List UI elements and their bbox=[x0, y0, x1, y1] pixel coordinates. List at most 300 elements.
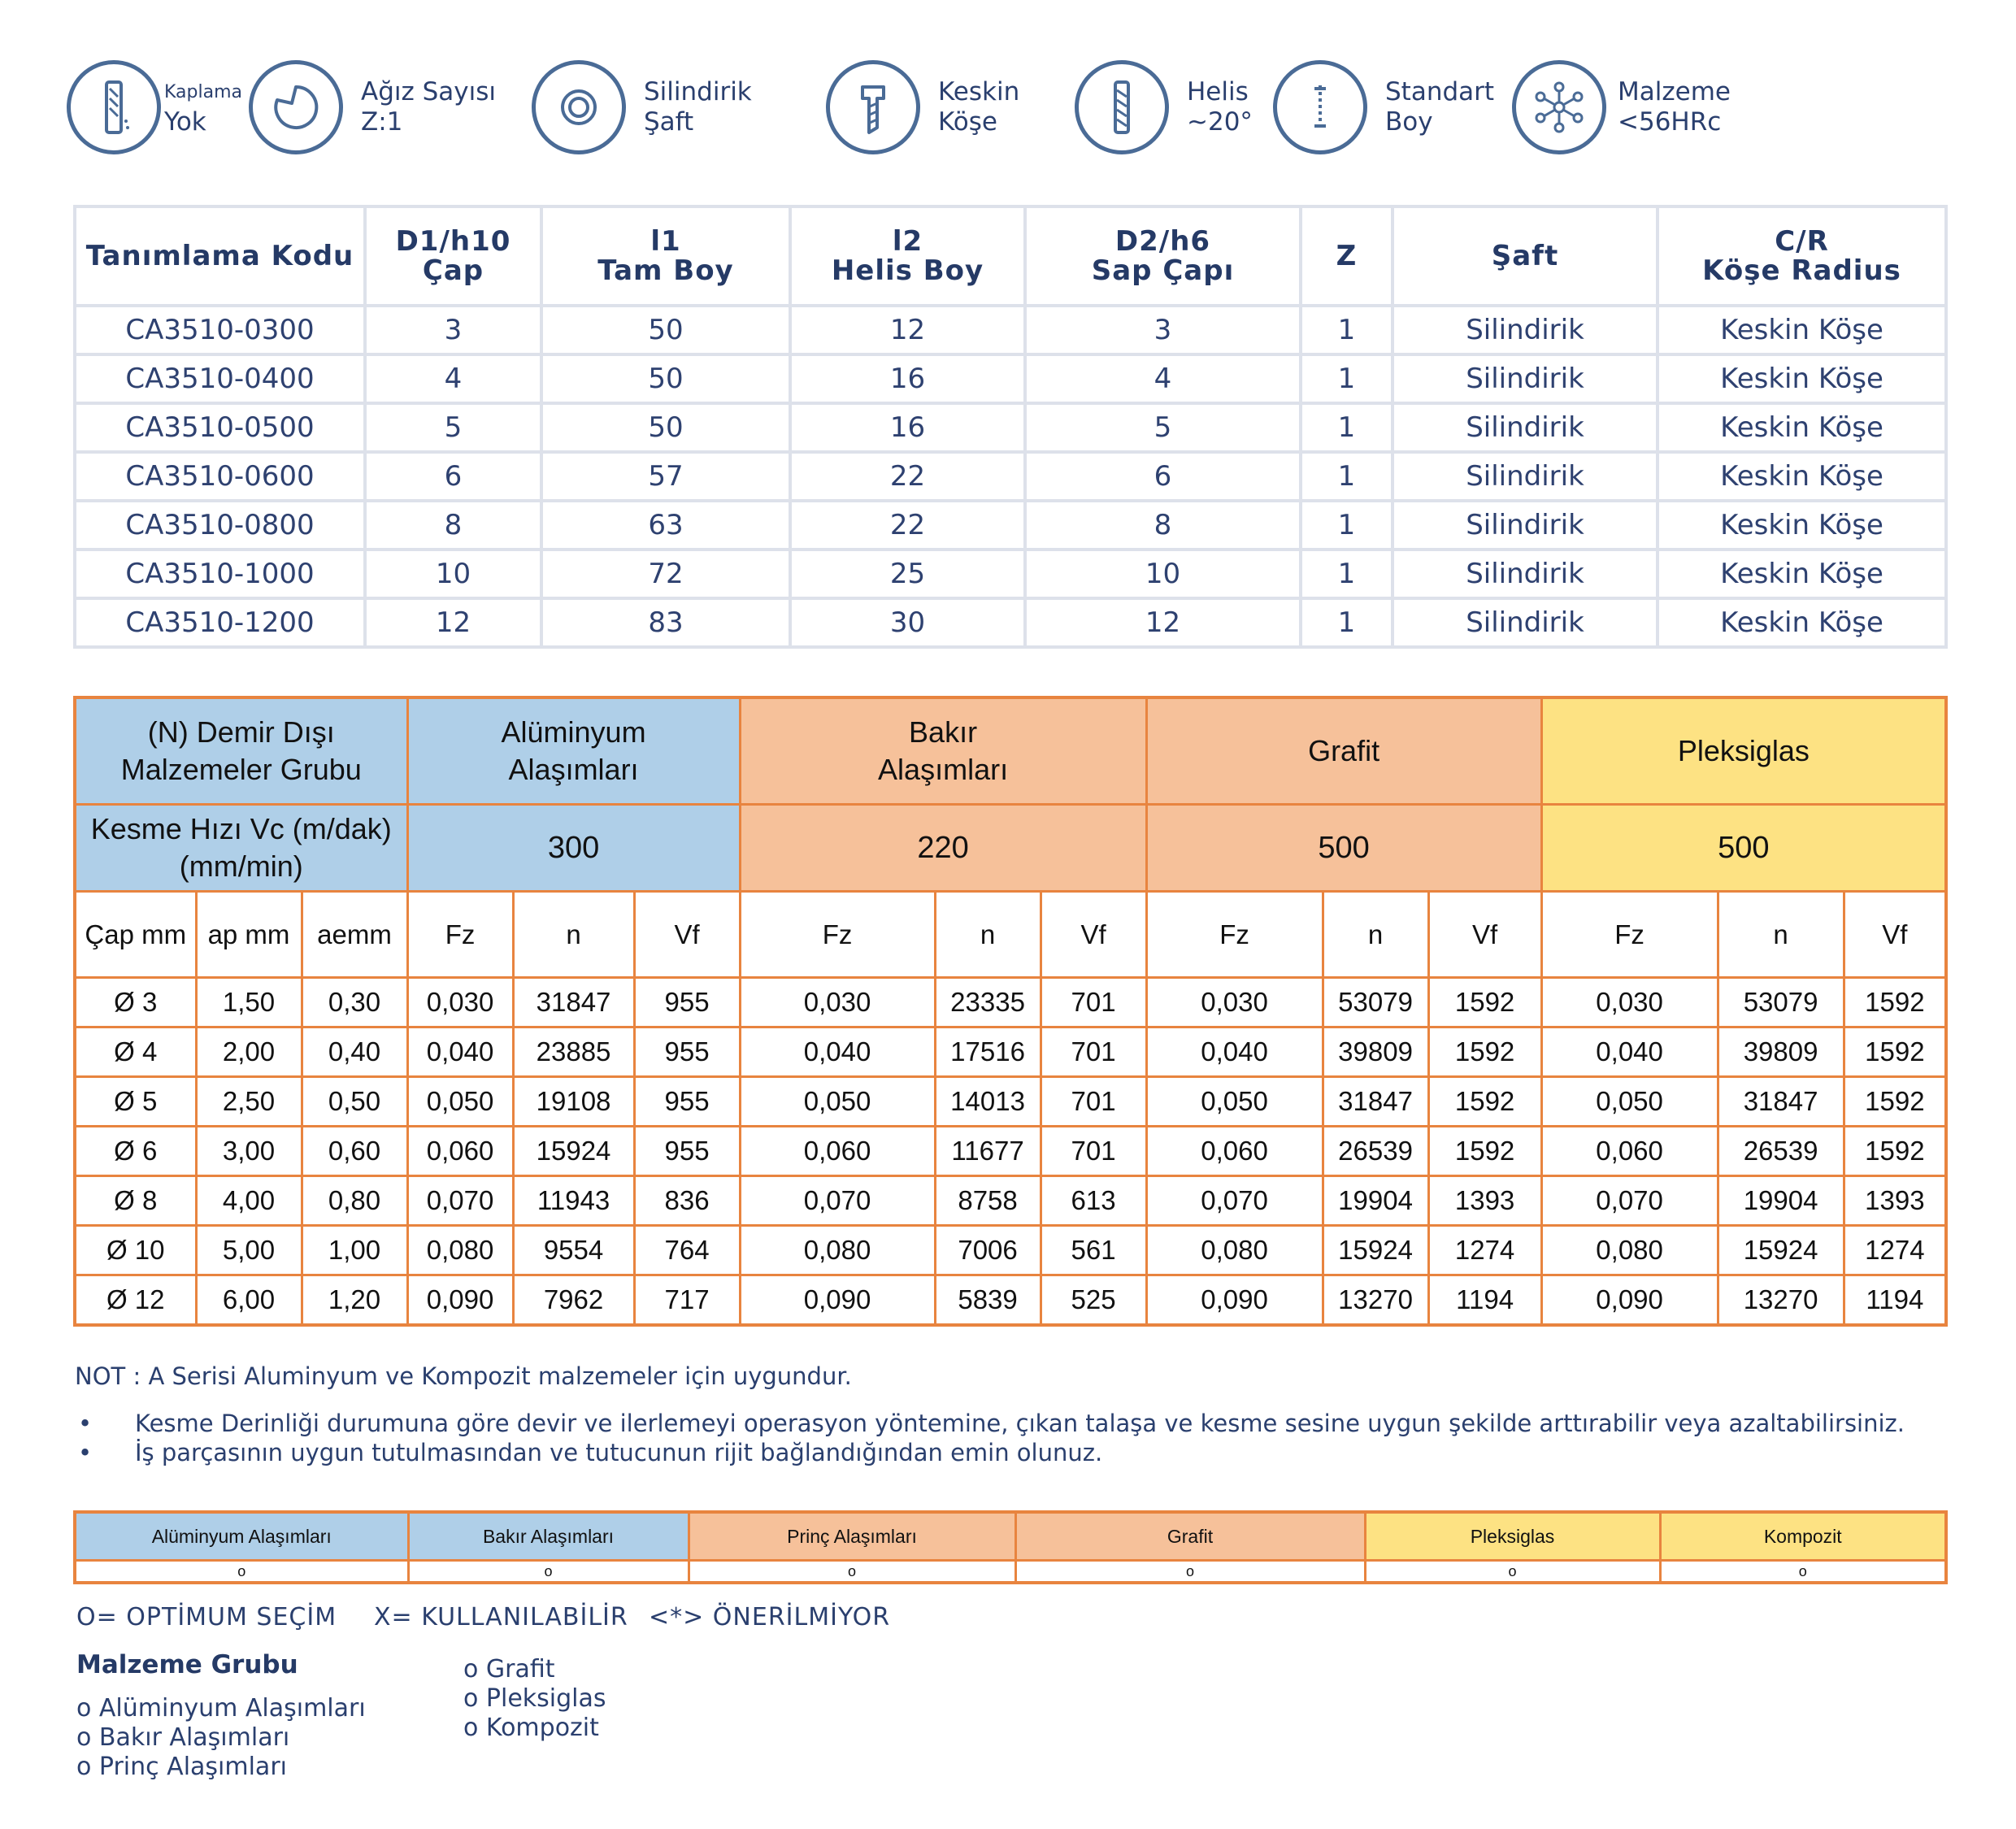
cutting-cell: 5,00 bbox=[196, 1226, 302, 1275]
cutting-cell: 955 bbox=[634, 1027, 740, 1077]
feature-material-value: <56HRc bbox=[1618, 107, 1722, 137]
cutting-cell: 9554 bbox=[513, 1226, 634, 1275]
cutting-cell: 4,00 bbox=[196, 1176, 302, 1226]
spec-cell: 63 bbox=[541, 501, 790, 550]
cutting-subheader: aemm bbox=[302, 892, 407, 978]
spec-cell: 22 bbox=[790, 452, 1025, 501]
cutting-cell: Ø 12 bbox=[75, 1275, 196, 1326]
note-main: NOT : A Serisi Aluminyum ve Kompozit malzemeler için uygundur. bbox=[75, 1362, 852, 1390]
spec-header-line: Köşe Radius bbox=[1702, 254, 1901, 287]
cutting-cell: Ø 10 bbox=[75, 1226, 196, 1275]
cutting-row bbox=[75, 1226, 1946, 1275]
spec-row bbox=[75, 306, 1946, 354]
cutting-cell: 0,040 bbox=[407, 1027, 513, 1077]
cutting-cell: 0,070 bbox=[740, 1176, 935, 1226]
cutting-cell: 561 bbox=[1041, 1226, 1146, 1275]
speed-label bbox=[75, 805, 407, 892]
spec-header-line: l1 bbox=[650, 225, 681, 258]
material-group-item: o Kompozit bbox=[463, 1714, 599, 1742]
note-bullet-text: Kesme Derinliği durumuna göre devir ve ilerlemeyi operasyon yöntemine, çıkan talaşa ve kesme sesine uygun şekilde arttırabilir veya azaltabilirsiniz. bbox=[135, 1410, 1905, 1437]
cutting-cell: 0,030 bbox=[740, 978, 935, 1027]
spec-row bbox=[75, 598, 1946, 647]
spec-header bbox=[1025, 206, 1301, 306]
helix-icon bbox=[1075, 60, 1169, 154]
material-value: o bbox=[408, 1561, 689, 1584]
feature-corner-value: Köşe bbox=[938, 107, 997, 137]
spec-cell: 1 bbox=[1301, 354, 1393, 403]
feature-length-label: Standart bbox=[1385, 77, 1495, 106]
cutting-subheader: Vf bbox=[1844, 892, 1946, 978]
material-value: o bbox=[1660, 1561, 1946, 1584]
spec-cell: 30 bbox=[790, 598, 1025, 647]
cutting-cell: 1592 bbox=[1428, 1077, 1541, 1127]
spec-cell: Keskin Köşe bbox=[1658, 501, 1946, 550]
legend-optimum: O= OPTİMUM SEÇİM bbox=[76, 1603, 337, 1631]
cutting-subheader: Fz bbox=[740, 892, 935, 978]
cutting-cell: 7962 bbox=[513, 1275, 634, 1326]
cutting-cell: 1592 bbox=[1428, 1027, 1541, 1077]
vc-graphite: 500 bbox=[1146, 805, 1541, 892]
spec-cell: 4 bbox=[365, 354, 541, 403]
material-header: Alüminyum Alaşımları bbox=[75, 1512, 408, 1561]
cutting-cell: 525 bbox=[1041, 1275, 1146, 1326]
spec-cell: 12 bbox=[790, 306, 1025, 354]
spec-cell: 3 bbox=[1025, 306, 1301, 354]
spec-cell: 12 bbox=[1025, 598, 1301, 647]
cutting-cell: 15924 bbox=[1323, 1226, 1428, 1275]
cutting-subheader: n bbox=[1323, 892, 1428, 978]
material-icon bbox=[1512, 60, 1606, 154]
cutting-cell: 1,20 bbox=[302, 1275, 407, 1326]
group-label-line: (N) Demir Dışı bbox=[147, 715, 335, 749]
spec-cell: CA3510-0300 bbox=[75, 306, 365, 354]
cutting-cell: 7006 bbox=[935, 1226, 1041, 1275]
material-group-item: o Alüminyum Alaşımları bbox=[76, 1694, 366, 1723]
cutting-cell: 0,080 bbox=[407, 1226, 513, 1275]
cutting-cell: 0,080 bbox=[1146, 1226, 1323, 1275]
cutting-cell: 0,80 bbox=[302, 1176, 407, 1226]
cutting-cell: 1274 bbox=[1844, 1226, 1946, 1275]
spec-row bbox=[75, 501, 1946, 550]
cutting-cell: 955 bbox=[634, 1127, 740, 1176]
spec-cell: Keskin Köşe bbox=[1658, 550, 1946, 598]
material-value-row bbox=[75, 1561, 1946, 1584]
cutting-cell: Ø 3 bbox=[75, 978, 196, 1027]
material-group-title: Malzeme Grubu bbox=[76, 1650, 298, 1679]
cutting-cell: 1,50 bbox=[196, 978, 302, 1027]
cutting-cell: 0,090 bbox=[1541, 1275, 1718, 1326]
cutting-cell: 5839 bbox=[935, 1275, 1041, 1326]
material-group-item: o Prinç Alaşımları bbox=[76, 1753, 287, 1781]
spec-cell: 1 bbox=[1301, 598, 1393, 647]
spec-cell: 3 bbox=[365, 306, 541, 354]
cutting-cell: 19904 bbox=[1323, 1176, 1428, 1226]
cutting-cell: 0,050 bbox=[740, 1077, 935, 1127]
cutting-cell: 0,070 bbox=[1146, 1176, 1323, 1226]
material-header: Bakır Alaşımları bbox=[408, 1512, 689, 1561]
spec-header-line: Tanımlama Kodu bbox=[85, 240, 354, 272]
spec-header bbox=[1393, 206, 1658, 306]
feature-coating-value: Yok bbox=[164, 107, 206, 137]
spec-cell: 50 bbox=[541, 306, 790, 354]
material-name-line: Alaşımları bbox=[508, 753, 639, 786]
spec-cell: 10 bbox=[365, 550, 541, 598]
spec-header-line: Sap Çapı bbox=[1091, 254, 1235, 287]
spec-header-line: D1/h10 bbox=[395, 225, 511, 258]
cutting-cell: 955 bbox=[634, 978, 740, 1027]
cutting-cell: 0,040 bbox=[1541, 1027, 1718, 1077]
shank-icon bbox=[532, 60, 626, 154]
material-name-line: Grafit bbox=[1308, 734, 1380, 767]
cutting-row bbox=[75, 1077, 1946, 1127]
spec-header-line: D2/h6 bbox=[1114, 225, 1211, 258]
cutting-cell: 1592 bbox=[1844, 1127, 1946, 1176]
cutting-subheader: n bbox=[513, 892, 634, 978]
cutting-cell: 53079 bbox=[1718, 978, 1844, 1027]
material-name-line: Bakır bbox=[909, 715, 978, 749]
material-value: o bbox=[689, 1561, 1015, 1584]
cutting-cell: 0,060 bbox=[1146, 1127, 1323, 1176]
spec-cell: CA3510-1000 bbox=[75, 550, 365, 598]
spec-cell: 1 bbox=[1301, 550, 1393, 598]
group-label bbox=[75, 697, 407, 805]
spec-cell: 5 bbox=[365, 403, 541, 452]
material-graphite bbox=[1146, 697, 1541, 805]
spec-header bbox=[365, 206, 541, 306]
feature-shank bbox=[532, 60, 752, 154]
group-label-line: Malzemeler Grubu bbox=[120, 753, 362, 786]
endmill-icon bbox=[67, 60, 161, 154]
spec-header-line: Şaft bbox=[1491, 240, 1559, 272]
cutting-cell: 0,090 bbox=[407, 1275, 513, 1326]
feature-coating bbox=[67, 60, 242, 154]
spec-cell: 57 bbox=[541, 452, 790, 501]
note-bullet-text: İş parçasının uygun tutulmasından ve tutucunun rijit bağlandığından emin olunuz. bbox=[135, 1439, 1103, 1466]
cutting-cell: Ø 4 bbox=[75, 1027, 196, 1077]
cutting-cell: 1194 bbox=[1844, 1275, 1946, 1326]
cutting-cell: 13270 bbox=[1323, 1275, 1428, 1326]
cutting-subheader: Vf bbox=[1041, 892, 1146, 978]
legend-not-recommended: <*> ÖNERİLMİYOR bbox=[649, 1603, 891, 1631]
feature-coating-label: Kaplama bbox=[164, 82, 242, 102]
spec-cell: 50 bbox=[541, 403, 790, 452]
flute-icon bbox=[249, 60, 343, 154]
cutting-cell: 31847 bbox=[1323, 1077, 1428, 1127]
cutting-cell: 0,040 bbox=[1146, 1027, 1323, 1077]
cutting-cell: 1592 bbox=[1844, 1027, 1946, 1077]
cutting-subheader: Vf bbox=[634, 892, 740, 978]
cutting-cell: 1393 bbox=[1428, 1176, 1541, 1226]
spec-cell: 50 bbox=[541, 354, 790, 403]
material-value: o bbox=[1365, 1561, 1660, 1584]
material-row bbox=[75, 697, 1946, 805]
spec-cell: Silindirik bbox=[1393, 550, 1658, 598]
cutting-cell: 836 bbox=[634, 1176, 740, 1226]
material-header: Kompozit bbox=[1660, 1512, 1946, 1561]
spec-header bbox=[541, 206, 790, 306]
spec-cell: Keskin Köşe bbox=[1658, 354, 1946, 403]
cutting-cell: 0,50 bbox=[302, 1077, 407, 1127]
cutting-subheader: Fz bbox=[1146, 892, 1323, 978]
feature-length bbox=[1273, 60, 1494, 154]
cutting-cell: 1393 bbox=[1844, 1176, 1946, 1226]
cutting-cell: Ø 5 bbox=[75, 1077, 196, 1127]
spec-cell: Silindirik bbox=[1393, 452, 1658, 501]
material-copper bbox=[740, 697, 1146, 805]
legend-usable: X= KULLANILABİLİR bbox=[374, 1603, 628, 1631]
cutting-cell: 31847 bbox=[1718, 1077, 1844, 1127]
speed-label-line: (mm/min) bbox=[179, 849, 303, 883]
cutting-cell: 26539 bbox=[1718, 1127, 1844, 1176]
cutting-row bbox=[75, 1176, 1946, 1226]
cutting-cell: 14013 bbox=[935, 1077, 1041, 1127]
spec-header bbox=[1658, 206, 1946, 306]
spec-header-line: C/R bbox=[1775, 225, 1829, 258]
spec-header-line: Z bbox=[1336, 240, 1358, 272]
material-group-item: o Bakır Alaşımları bbox=[76, 1723, 290, 1752]
spec-cell: Keskin Köşe bbox=[1658, 598, 1946, 647]
cutting-cell: 0,060 bbox=[1541, 1127, 1718, 1176]
feature-shank-label: Silindirik bbox=[644, 77, 752, 106]
cutting-cell: 0,60 bbox=[302, 1127, 407, 1176]
feature-length-value: Boy bbox=[1385, 107, 1433, 137]
material-name-line: Pleksiglas bbox=[1677, 734, 1810, 767]
material-suitability-table bbox=[73, 1510, 1948, 1584]
cutting-cell: 11943 bbox=[513, 1176, 634, 1226]
material-group-list-1 bbox=[76, 1694, 366, 1782]
cutting-cell: Ø 6 bbox=[75, 1127, 196, 1176]
material-header: Pleksiglas bbox=[1365, 1512, 1660, 1561]
material-group-item: o Pleksiglas bbox=[463, 1684, 606, 1713]
cutting-cell: 26539 bbox=[1323, 1127, 1428, 1176]
cutting-row bbox=[75, 1027, 1946, 1077]
spec-cell: Silindirik bbox=[1393, 354, 1658, 403]
spec-cell: 6 bbox=[365, 452, 541, 501]
cutting-subheader: Fz bbox=[1541, 892, 1718, 978]
material-plexiglas bbox=[1541, 697, 1946, 805]
spec-header bbox=[1301, 206, 1393, 306]
spec-cell: 16 bbox=[790, 403, 1025, 452]
cutting-cell: 11677 bbox=[935, 1127, 1041, 1176]
cutting-cell: 1274 bbox=[1428, 1226, 1541, 1275]
cutting-cell: 0,060 bbox=[740, 1127, 935, 1176]
feature-helix bbox=[1075, 60, 1253, 154]
feature-material bbox=[1512, 60, 1731, 154]
speed-row bbox=[75, 805, 1946, 892]
material-name-line: Alüminyum bbox=[501, 715, 646, 749]
bullet-dot: • bbox=[78, 1410, 93, 1437]
spec-cell: Silindirik bbox=[1393, 403, 1658, 452]
feature-corner-label: Keskin bbox=[938, 77, 1020, 106]
cutting-cell: 0,30 bbox=[302, 978, 407, 1027]
vc-plexiglas: 500 bbox=[1541, 805, 1946, 892]
spec-header bbox=[75, 206, 365, 306]
material-header: Prinç Alaşımları bbox=[689, 1512, 1015, 1561]
spec-cell: 16 bbox=[790, 354, 1025, 403]
cutting-cell: 19108 bbox=[513, 1077, 634, 1127]
spec-cell: 1 bbox=[1301, 452, 1393, 501]
spec-cell: 72 bbox=[541, 550, 790, 598]
cutting-cell: 0,030 bbox=[1541, 978, 1718, 1027]
cutting-subheader: Fz bbox=[407, 892, 513, 978]
cutting-cell: 0,060 bbox=[407, 1127, 513, 1176]
cutting-cell: 1592 bbox=[1428, 1127, 1541, 1176]
length-icon bbox=[1273, 60, 1367, 154]
cutting-cell: 6,00 bbox=[196, 1275, 302, 1326]
spec-cell: Silindirik bbox=[1393, 306, 1658, 354]
spec-cell: 10 bbox=[1025, 550, 1301, 598]
cutting-cell: 0,40 bbox=[302, 1027, 407, 1077]
cutting-cell: 15924 bbox=[1718, 1226, 1844, 1275]
cutting-subheader: ap mm bbox=[196, 892, 302, 978]
spec-cell: CA3510-0600 bbox=[75, 452, 365, 501]
feature-flutes-label: Ağız Sayısı bbox=[361, 77, 497, 106]
spec-cell: Silindirik bbox=[1393, 598, 1658, 647]
spec-cell: 4 bbox=[1025, 354, 1301, 403]
material-aluminium bbox=[407, 697, 740, 805]
cutting-cell: 701 bbox=[1041, 1077, 1146, 1127]
spec-cell: Keskin Köşe bbox=[1658, 403, 1946, 452]
spec-header-line: Helis Boy bbox=[831, 254, 984, 287]
note-bullet bbox=[78, 1410, 1905, 1437]
spec-header-line: Tam Boy bbox=[597, 254, 734, 287]
cutting-cell: 1592 bbox=[1844, 1077, 1946, 1127]
material-name-line: Alaşımları bbox=[878, 753, 1009, 786]
cutting-cell: 717 bbox=[634, 1275, 740, 1326]
material-header: Grafit bbox=[1015, 1512, 1365, 1561]
cutting-cell: 0,090 bbox=[1146, 1275, 1323, 1326]
spec-row bbox=[75, 354, 1946, 403]
cutting-cell: 23335 bbox=[935, 978, 1041, 1027]
feature-helix-value: ~20° bbox=[1187, 107, 1253, 137]
spec-cell: 1 bbox=[1301, 306, 1393, 354]
spec-cell: Keskin Köşe bbox=[1658, 306, 1946, 354]
cutting-cell: 0,030 bbox=[407, 978, 513, 1027]
feature-shank-value: Şaft bbox=[644, 107, 694, 137]
cutting-cell: 0,080 bbox=[1541, 1226, 1718, 1275]
spec-row bbox=[75, 452, 1946, 501]
spec-cell: CA3510-1200 bbox=[75, 598, 365, 647]
cutting-subheader-row bbox=[75, 892, 1946, 978]
cutting-cell: 39809 bbox=[1718, 1027, 1844, 1077]
cutting-cell: 0,030 bbox=[1146, 978, 1323, 1027]
cutting-cell: 17516 bbox=[935, 1027, 1041, 1077]
cutting-cell: 31847 bbox=[513, 978, 634, 1027]
spec-cell: 83 bbox=[541, 598, 790, 647]
cutting-cell: Ø 8 bbox=[75, 1176, 196, 1226]
cutting-cell: 53079 bbox=[1323, 978, 1428, 1027]
material-group-list-2 bbox=[463, 1655, 606, 1743]
cutting-cell: 1592 bbox=[1428, 978, 1541, 1027]
material-value: o bbox=[75, 1561, 408, 1584]
cutting-cell: 701 bbox=[1041, 1027, 1146, 1077]
spec-row bbox=[75, 550, 1946, 598]
spec-table bbox=[73, 205, 1948, 649]
cutting-cell: 0,050 bbox=[1541, 1077, 1718, 1127]
cutting-cell: 19904 bbox=[1718, 1176, 1844, 1226]
spec-cell: 1 bbox=[1301, 501, 1393, 550]
material-group-item: o Grafit bbox=[463, 1655, 555, 1683]
cutting-cell: 701 bbox=[1041, 1127, 1146, 1176]
cutting-cell: 613 bbox=[1041, 1176, 1146, 1226]
cutting-cell: 0,070 bbox=[1541, 1176, 1718, 1226]
cutting-cell: 13270 bbox=[1718, 1275, 1844, 1326]
feature-flutes-value: Z:1 bbox=[361, 107, 403, 137]
cutting-row bbox=[75, 1275, 1946, 1326]
feature-helix-label: Helis bbox=[1187, 77, 1249, 106]
cutting-row bbox=[75, 1127, 1946, 1176]
spec-cell: 25 bbox=[790, 550, 1025, 598]
speed-label-line: Kesme Hızı Vc (m/dak) bbox=[90, 812, 392, 845]
cutting-cell: 1,00 bbox=[302, 1226, 407, 1275]
cutting-subheader: Vf bbox=[1428, 892, 1541, 978]
cutting-data-table bbox=[73, 696, 1948, 1327]
cutting-cell: 0,050 bbox=[1146, 1077, 1323, 1127]
cutting-cell: 701 bbox=[1041, 978, 1146, 1027]
cutting-cell: 764 bbox=[634, 1226, 740, 1275]
spec-header-line: Çap bbox=[422, 254, 484, 287]
cutting-cell: 0,040 bbox=[740, 1027, 935, 1077]
spec-cell: 12 bbox=[365, 598, 541, 647]
cutting-cell: 0,090 bbox=[740, 1275, 935, 1326]
spec-cell: CA3510-0800 bbox=[75, 501, 365, 550]
material-header-row bbox=[75, 1512, 1946, 1561]
cutting-cell: 0,050 bbox=[407, 1077, 513, 1127]
feature-material-label: Malzeme bbox=[1618, 77, 1731, 106]
spec-header bbox=[790, 206, 1025, 306]
cutting-cell: 955 bbox=[634, 1077, 740, 1127]
spec-cell: 8 bbox=[1025, 501, 1301, 550]
spec-cell: Silindirik bbox=[1393, 501, 1658, 550]
spec-cell: 8 bbox=[365, 501, 541, 550]
material-value: o bbox=[1015, 1561, 1365, 1584]
cutting-cell: 39809 bbox=[1323, 1027, 1428, 1077]
spec-cell: 6 bbox=[1025, 452, 1301, 501]
cutting-subheader: n bbox=[935, 892, 1041, 978]
cutting-cell: 1592 bbox=[1844, 978, 1946, 1027]
cutting-cell: 2,00 bbox=[196, 1027, 302, 1077]
spec-header-line: l2 bbox=[892, 225, 923, 258]
spec-cell: CA3510-0400 bbox=[75, 354, 365, 403]
spec-cell: Keskin Köşe bbox=[1658, 452, 1946, 501]
feature-bar bbox=[0, 0, 2016, 163]
spec-cell: 1 bbox=[1301, 403, 1393, 452]
feature-corner bbox=[826, 60, 1019, 154]
spec-cell: 5 bbox=[1025, 403, 1301, 452]
corner-icon bbox=[826, 60, 920, 154]
spec-header-row bbox=[75, 206, 1946, 306]
cutting-row bbox=[75, 978, 1946, 1027]
spec-cell: CA3510-0500 bbox=[75, 403, 365, 452]
cutting-cell: 1194 bbox=[1428, 1275, 1541, 1326]
cutting-cell: 8758 bbox=[935, 1176, 1041, 1226]
cutting-cell: 2,50 bbox=[196, 1077, 302, 1127]
vc-copper: 220 bbox=[740, 805, 1146, 892]
cutting-cell: 15924 bbox=[513, 1127, 634, 1176]
cutting-cell: 23885 bbox=[513, 1027, 634, 1077]
cutting-cell: 3,00 bbox=[196, 1127, 302, 1176]
cutting-cell: 0,080 bbox=[740, 1226, 935, 1275]
spec-row bbox=[75, 403, 1946, 452]
cutting-subheader: Çap mm bbox=[75, 892, 196, 978]
cutting-cell: 0,070 bbox=[407, 1176, 513, 1226]
feature-flutes bbox=[249, 60, 496, 154]
vc-aluminium: 300 bbox=[407, 805, 740, 892]
bullet-dot: • bbox=[78, 1439, 93, 1466]
cutting-subheader: n bbox=[1718, 892, 1844, 978]
note-bullet bbox=[78, 1439, 1102, 1466]
spec-cell: 22 bbox=[790, 501, 1025, 550]
